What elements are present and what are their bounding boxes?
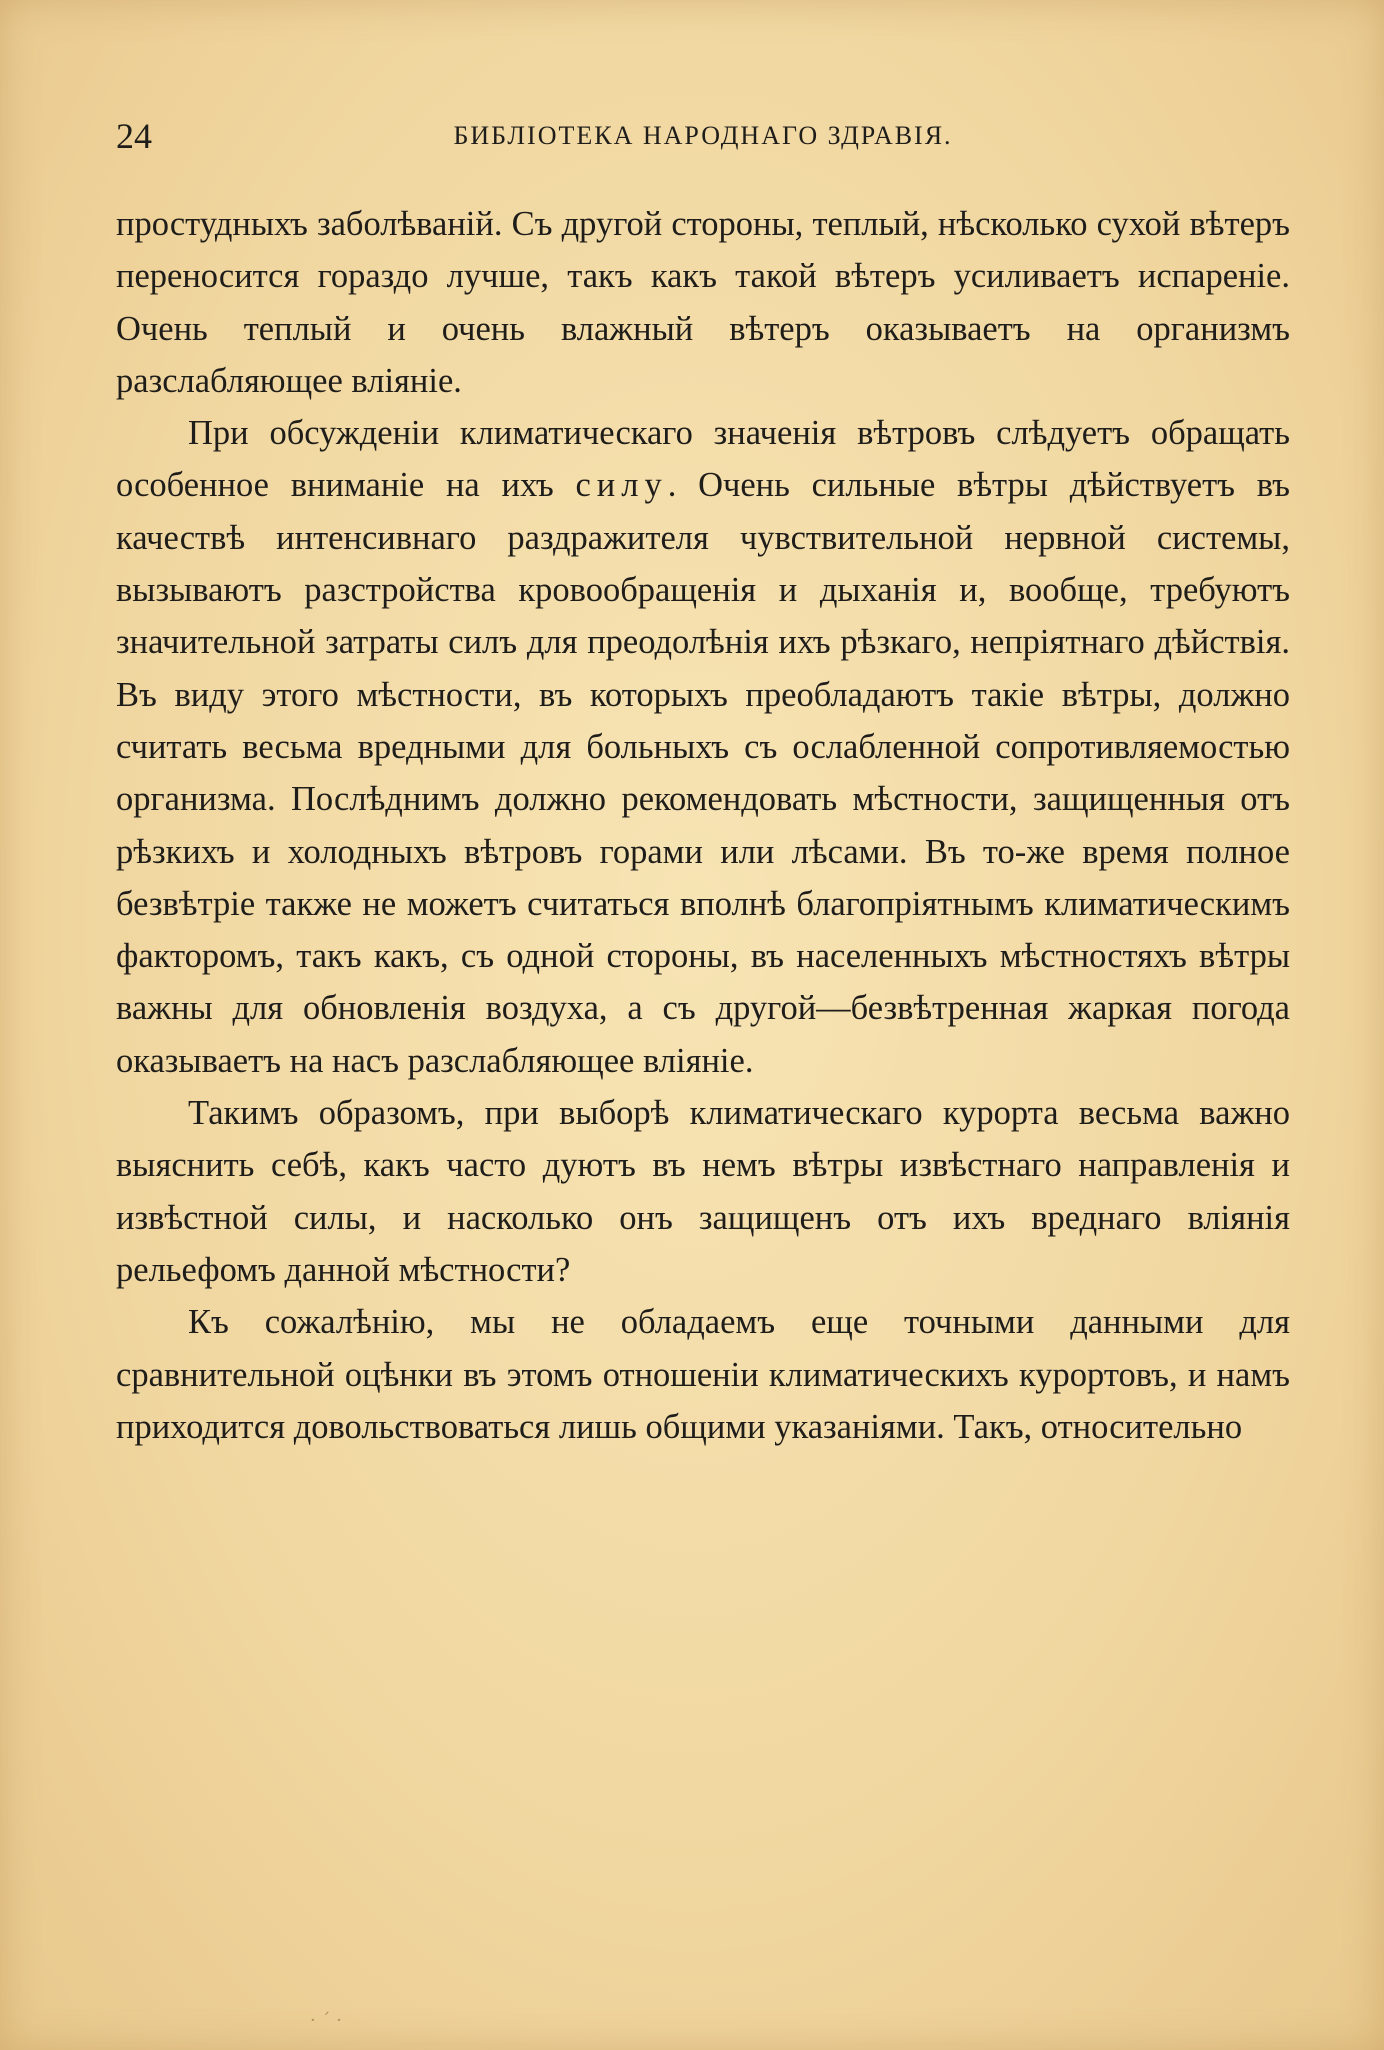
paragraph-2-text-after: . Очень сильные вѣтры дѣйствуетъ въ качествѣ интенсивнаго раздражителя чувствительной нервной системы, вызываютъ разстройства кровообращенія и дыханія и, вообще, требуютъ значительной затраты силъ для преодолѣнія ихъ рѣзкаго, непріятнаго дѣйствія. Въ виду этого мѣстности, въ которыхъ преобладаютъ такіе вѣтры, должно считать весьма вредными для больныхъ съ ослабленной сопротивляемостью организма. Послѣднимъ должно рекомендовать мѣстности, защищенныя отъ рѣзкихъ и холодныхъ вѣтровъ горами или лѣсами. Въ то-же время полное безвѣтріе также не можетъ считаться вполнѣ благопріятнымъ климатическимъ факторомъ, такъ какъ, съ одной стороны, въ населенныхъ мѣстностяхъ вѣтры важны для обновленія воздуха, а съ другой—безвѣтренная жаркая погода оказываетъ на насъ разслабляющее вліяніе. [116, 466, 1291, 1080]
paragraph-3: Такимъ образомъ, при выборѣ климатическаго курорта весьма важно выяснить себѣ, какъ часто дуютъ въ немъ вѣтры извѣстнаго направленія и извѣстной силы, и насколько онъ защищенъ отъ ихъ вреднаго вліянія рельефомъ данной мѣстности? [116, 1094, 1290, 1289]
paragraph-2-emphasis: силу [575, 466, 668, 505]
body-text [116, 198, 1290, 1453]
running-header [116, 112, 1290, 160]
paragraph-2-text-before: При обсужденіи климатическаго значенія вѣтровъ слѣдуетъ обращать особенное вниманіе на ихъ [116, 414, 1290, 505]
running-title: БИБЛІОТЕКА НАРОДНАГО ЗДРАВІЯ. [453, 121, 953, 150]
paragraph-4: Къ сожалѣнію, мы не обладаемъ еще точными данными для сравнительной оцѣнки въ этомъ отношеніи климатическихъ курортовъ, и намъ приходится довольствоваться лишь общими указаніями. Такъ, относительно [116, 1303, 1290, 1446]
paragraph-2 [116, 407, 1290, 1087]
page-number: 24 [116, 116, 152, 156]
paper-specks: · ˊ · [310, 2010, 342, 2031]
paragraph-1: простудныхъ заболѣваній. Съ другой стороны, теплый, нѣсколько сухой вѣтеръ переносится гораздо лучше, такъ какъ такой вѣтеръ усиливаетъ испареніе. Очень теплый и очень влажный вѣтеръ оказываетъ на организмъ разслабляющее вліяніе. [116, 205, 1290, 400]
